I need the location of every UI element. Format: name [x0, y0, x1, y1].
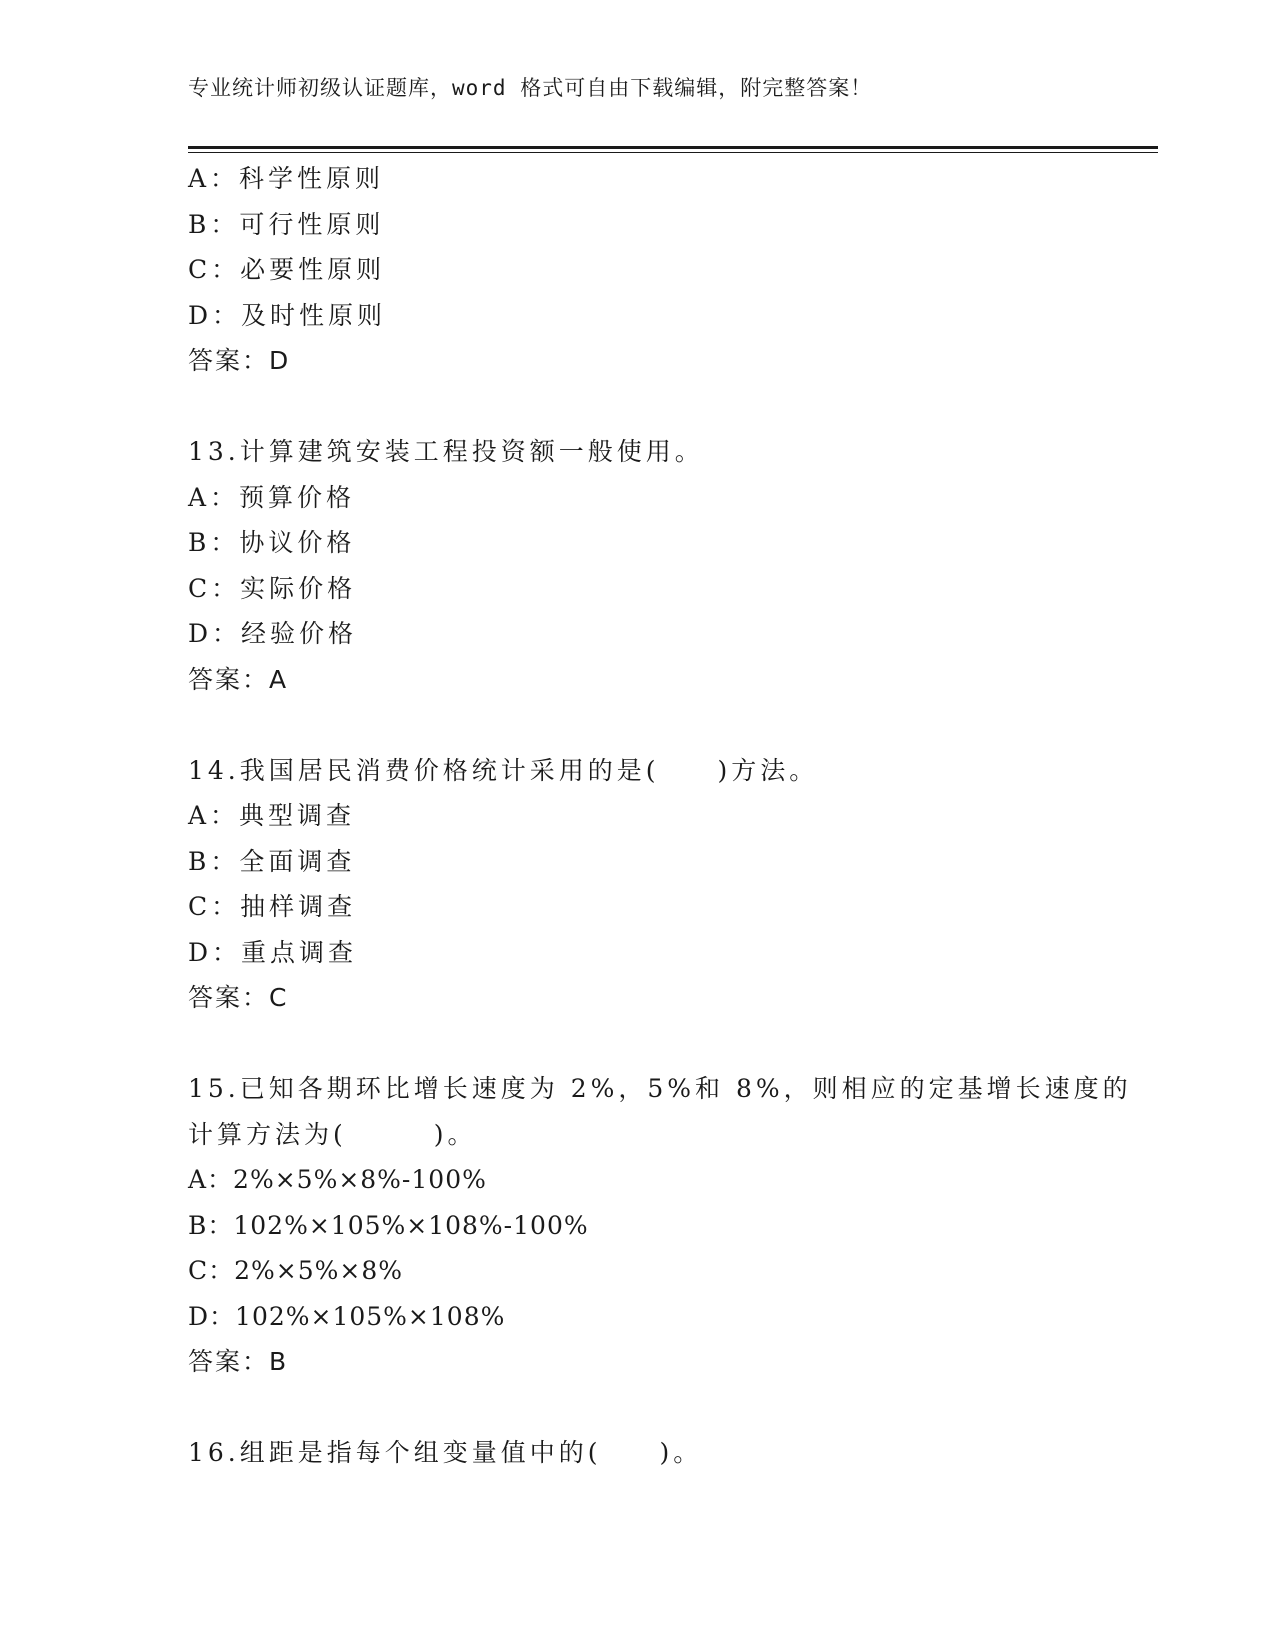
spacer — [188, 1021, 1088, 1067]
question-stem: 13.计算建筑安装工程投资额一般使用。 — [188, 437, 704, 466]
option-d: D：及时性原则 — [188, 300, 387, 330]
option-a: A：2%×5%×8%-100% — [188, 1165, 487, 1194]
header-divider-thin — [188, 152, 1158, 153]
question-stem-line-1: 15.已知各期环比增长速度为 2%，5%和 8%，则相应的定基增长速度的 — [188, 1074, 1132, 1103]
option-b: B：协议价格 — [188, 528, 356, 557]
spacer — [188, 384, 1088, 430]
option-a: A：预算价格 — [188, 482, 356, 512]
option-d: D：102%×105%×108% — [188, 1301, 506, 1331]
question-stem: 14.我国居民消费价格统计采用的是( )方法。 — [188, 755, 819, 785]
answer: 答案：A — [188, 664, 289, 694]
question-15 — [188, 1066, 1132, 1385]
question-13 — [188, 429, 1088, 702]
question-16 — [188, 1430, 1088, 1476]
answer: 答案：D — [188, 346, 291, 375]
question-list — [188, 156, 1132, 1476]
answer: 答案：B — [188, 1347, 289, 1376]
option-c: C：必要性原则 — [188, 255, 386, 284]
header-divider-thick — [188, 146, 1158, 149]
option-c: C：抽样调查 — [188, 892, 357, 921]
option-b: B：102%×105%×108%-100% — [188, 1210, 589, 1240]
question-stem-line-2: 计算方法为( )。 — [188, 1119, 477, 1149]
option-c: C：2%×5%×8% — [188, 1256, 404, 1285]
option-a: A：典型调查 — [188, 801, 356, 830]
option-d: D：重点调查 — [188, 937, 358, 967]
page-header: 专业统计师初级认证题库，word 格式可自由下载编辑，附完整答案！ — [188, 76, 873, 100]
option-c: C：实际价格 — [188, 573, 357, 603]
option-d: D：经验价格 — [188, 619, 358, 648]
spacer — [188, 702, 1088, 748]
option-a: A：科学性原则 — [188, 164, 385, 193]
spacer — [188, 1385, 1088, 1431]
question-stem: 16.组距是指每个组变量值中的( )。 — [188, 1438, 703, 1467]
option-b: B：可行性原则 — [188, 209, 385, 239]
answer: 答案：C — [188, 983, 289, 1012]
question-14 — [188, 748, 1088, 1021]
option-b: B：全面调查 — [188, 846, 356, 876]
question-12 — [188, 156, 1088, 384]
